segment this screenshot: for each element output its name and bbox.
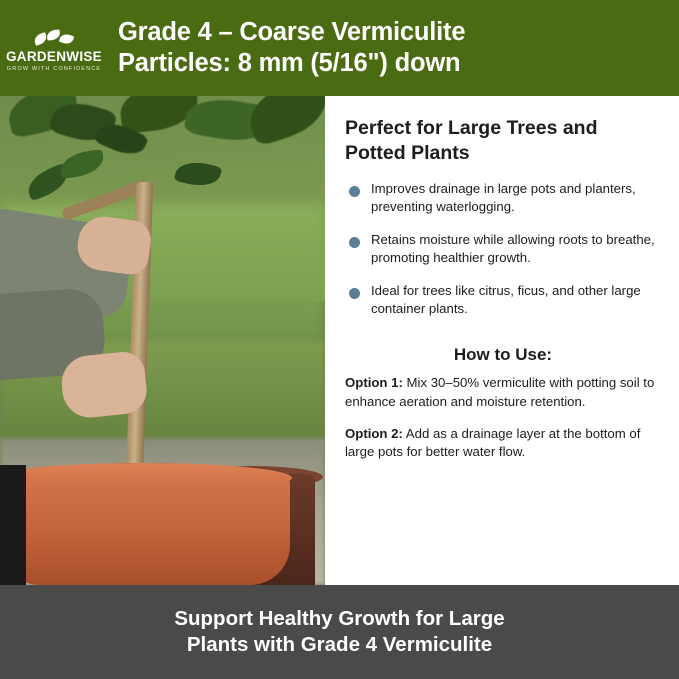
bullet-dot-icon bbox=[349, 288, 360, 299]
option-1-text: Mix 30–50% vermiculite with potting soil to enhance aeration and moisture retention. bbox=[345, 375, 655, 409]
brand-name: GARDENWISE bbox=[5, 48, 102, 64]
list-item bbox=[345, 180, 661, 216]
option-1-label: Option 1: bbox=[345, 375, 403, 391]
content-row bbox=[0, 96, 679, 585]
brand-logo bbox=[0, 0, 108, 96]
benefits-list bbox=[345, 180, 661, 333]
list-item-text: Ideal for trees like citrus, ficus, and other large container plants. bbox=[371, 283, 641, 317]
bullet-dot-icon bbox=[349, 237, 360, 248]
list-item-text: Improves drainage in large pots and planters, preventing waterlogging. bbox=[371, 180, 636, 214]
gardener-hand-lower bbox=[59, 350, 149, 420]
how-to-use-heading: How to Use: bbox=[453, 345, 553, 365]
brand-tagline: GROW WITH CONFIDENCE bbox=[6, 66, 102, 73]
page-title bbox=[108, 0, 679, 96]
header-banner bbox=[0, 0, 679, 96]
option-2-text: Add as a drainage layer at the bottom of large pots for better water flow. bbox=[345, 425, 641, 460]
sprout-leaves-icon bbox=[32, 28, 76, 48]
list-item bbox=[345, 282, 661, 318]
footer-line-2: Plants with Grade 4 Vermiculite bbox=[186, 633, 493, 656]
list-item-text: Retains moisture while allowing roots to breathe, promoting healthier growth. bbox=[371, 232, 655, 266]
photo-left-shadow bbox=[0, 465, 26, 585]
option-2-label: Option 2: bbox=[345, 425, 403, 441]
panel-heading: Perfect for Large Trees and Potted Plants bbox=[345, 117, 598, 164]
terracotta-pot bbox=[0, 475, 290, 585]
product-photo bbox=[0, 96, 325, 585]
bullet-dot-icon bbox=[349, 186, 360, 197]
footer-line-1: Support Healthy Growth for Large bbox=[174, 606, 505, 630]
list-item bbox=[345, 231, 661, 267]
title-line-2: Particles: 8 mm (5/16") down bbox=[118, 49, 461, 77]
title-line-1: Grade 4 – Coarse Vermiculite bbox=[118, 17, 466, 46]
footer-banner bbox=[0, 585, 679, 679]
info-panel bbox=[325, 96, 679, 585]
option-1 bbox=[345, 374, 661, 410]
option-2 bbox=[345, 425, 661, 461]
